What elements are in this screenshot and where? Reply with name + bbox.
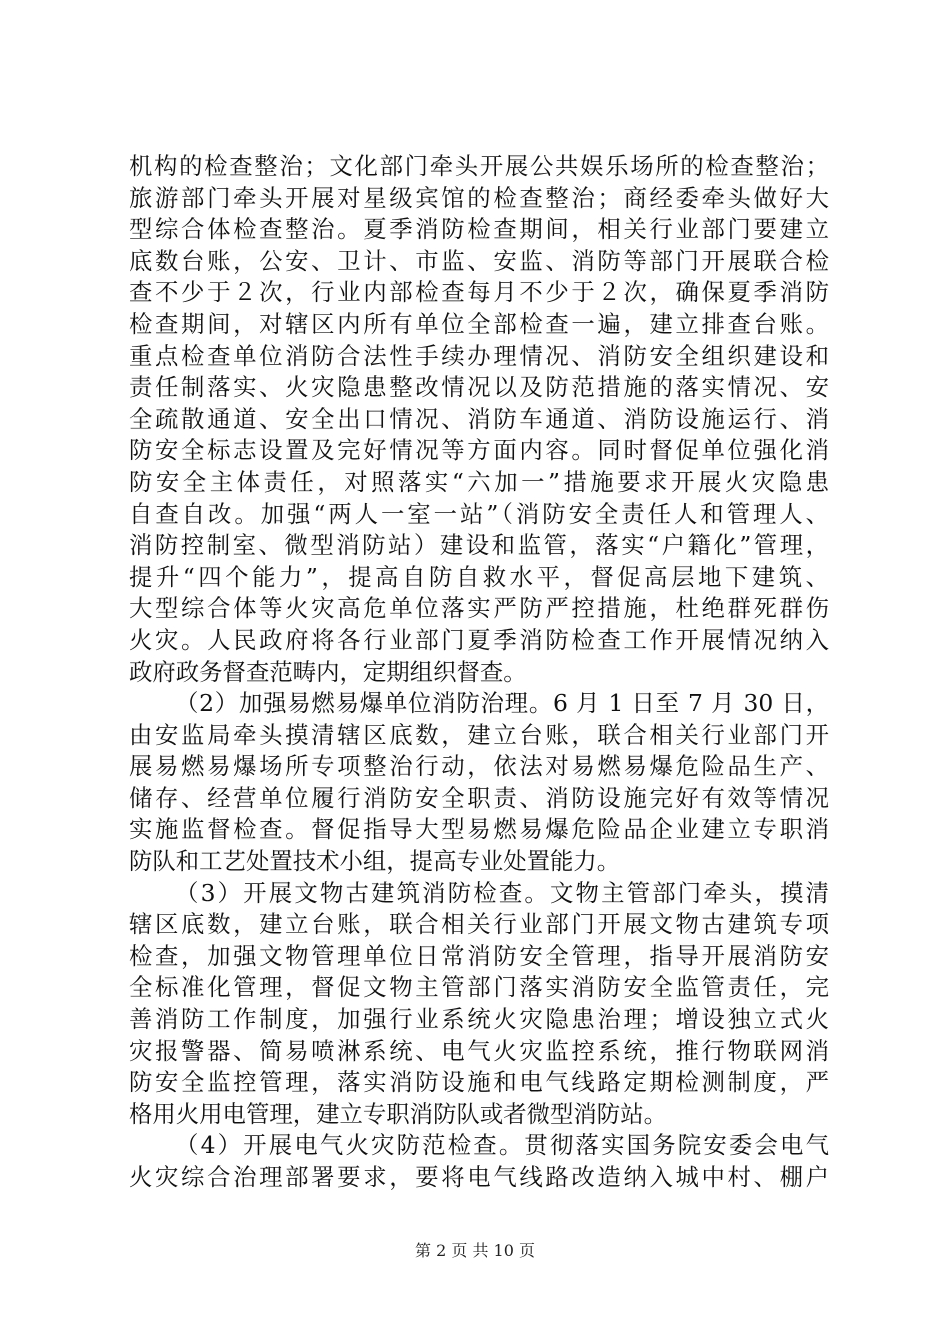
text-line: 消防控制室、微型消防站）建设和监管，落实“户籍化”管理，	[129, 531, 829, 560]
text-line: 政府政务督查范畴内，定期组织督查。	[129, 657, 527, 686]
paragraph-start-line: （4）开展电气火灾防范检查。贯彻落实国务院安委会电气	[175, 1131, 829, 1160]
text-line: 自查自改。加强“两人一室一站”（消防安全责任人和管理人、	[129, 499, 829, 528]
text-line: 储存、经营单位履行消防安全职责、消防设施完好有效等情况	[129, 783, 829, 812]
text-line: 由安监局牵头摸清辖区底数，建立台账，联合相关行业部门开	[129, 720, 829, 749]
text-line: 旅游部门牵头开展对星级宾馆的检查整治；商经委牵头做好大	[129, 183, 829, 212]
text-line: 机构的检查整治；文化部门牵头开展公共娱乐场所的检查整治；	[129, 152, 829, 180]
paragraph-start-line: （3）开展文物古建筑消防检查。文物主管部门牵头，摸清	[175, 878, 829, 907]
text-line: 防安全标志设置及完好情况等方面内容。同时督促单位强化消	[129, 436, 829, 465]
text-line: 善消防工作制度，加强行业系统火灾隐患治理；增设独立式火	[129, 1005, 829, 1034]
text-line: 展易燃易爆场所专项整治行动，依法对易燃易爆危险品生产、	[129, 752, 829, 781]
text-line: 防安全监控管理，落实消防设施和电气线路定期检测制度，严	[129, 1068, 829, 1097]
text-line: 底数台账，公安、卫计、市监、安监、消防等部门开展联合检	[129, 246, 829, 275]
text-line: 大型综合体等火灾高危单位落实严防严控措施，杜绝群死群伤	[129, 594, 829, 623]
text-line: 型综合体检查整治。夏季消防检查期间，相关行业部门要建立	[129, 215, 829, 244]
text-line: 实施监督检查。督促指导大型易燃易爆危险品企业建立专职消	[129, 815, 829, 844]
text-line: 检查期间，对辖区内所有单位全部检查一遍，建立排查台账。	[129, 309, 829, 338]
text-line: 火灾。人民政府将各行业部门夏季消防检查工作开展情况纳入	[129, 625, 829, 654]
text-line: 格用火用电管理，建立专职消防队或者微型消防站。	[129, 1099, 667, 1128]
text-line: 重点检查单位消防合法性手续办理情况、消防安全组织建设和	[129, 341, 829, 370]
text-line: 火灾综合治理部署要求，要将电气线路改造纳入城中村、棚户	[129, 1163, 829, 1191]
text-line: 全标准化管理，督促文物主管部门落实消防安全监管责任，完	[129, 973, 829, 1002]
text-line: 责任制落实、火灾隐患整改情况以及防范措施的落实情况、安	[129, 373, 829, 402]
text-line: 防队和工艺处置技术小组，提高专业处置能力。	[129, 847, 621, 876]
paragraph-start-line: （2）加强易燃易爆单位消防治理。6 月 1 日至 7 月 30 日，	[175, 689, 829, 718]
text-line: 查不少于２次，行业内部检查每月不少于２次，确保夏季消防	[129, 278, 829, 307]
text-line: 辖区底数，建立台账，联合相关行业部门开展文物古建筑专项	[129, 910, 829, 939]
text-line: 全疏散通道、安全出口情况、消防车通道、消防设施运行、消	[129, 404, 829, 433]
text-line: 提升“四个能力”，提高自防自救水平，督促高层地下建筑、	[129, 562, 829, 591]
text-line: 检查，加强文物管理单位日常消防安全管理，指导开展消防安	[129, 941, 829, 970]
text-line: 防安全主体责任，对照落实“六加一”措施要求开展火灾隐患	[129, 467, 829, 496]
body-text	[129, 151, 829, 1194]
text-line: 灾报警器、简易喷淋系统、电气火灾监控系统，推行物联网消	[129, 1036, 829, 1065]
page-number-footer: 第 2 页 共 10 页	[415, 1241, 535, 1260]
